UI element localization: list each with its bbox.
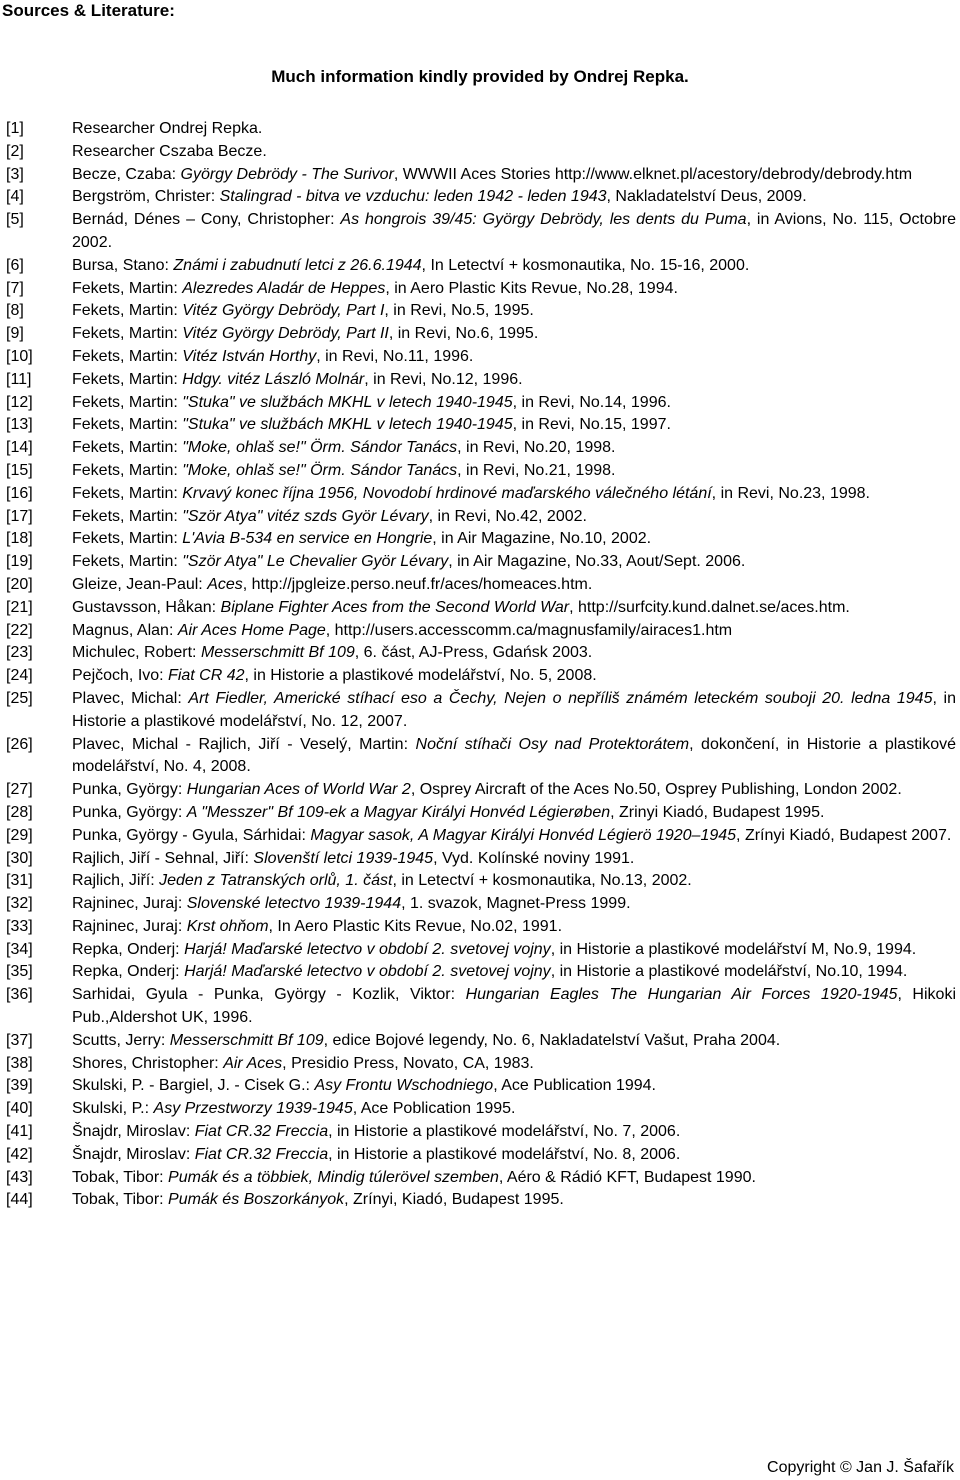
reference-segment: Fekets, Martin: bbox=[72, 347, 183, 365]
reference-item bbox=[6, 369, 956, 392]
reference-segment: Rajninec, Juraj: bbox=[72, 917, 187, 935]
reference-segment: Becze, Czaba: bbox=[72, 165, 181, 183]
reference-text bbox=[72, 893, 956, 916]
reference-segment: Pejčoch, Ivo: bbox=[72, 667, 169, 685]
reference-item bbox=[6, 164, 956, 187]
reference-title: "Ször Atya" vitéz szds Györ Lévary bbox=[182, 507, 429, 525]
reference-title: Messerschmitt Bf 109 bbox=[169, 1031, 324, 1049]
reference-text bbox=[72, 369, 956, 392]
reference-title: L'Avia B-534 en service en Hongrie bbox=[182, 530, 433, 548]
reference-item bbox=[6, 186, 956, 209]
reference-segment: Fekets, Martin: bbox=[72, 530, 183, 548]
reference-text bbox=[72, 597, 956, 620]
reference-text bbox=[72, 1121, 956, 1144]
reference-segment: Šnajdr, Miroslav: bbox=[72, 1145, 195, 1163]
reference-item bbox=[6, 323, 956, 346]
reference-text bbox=[72, 825, 956, 848]
reference-text bbox=[72, 1167, 956, 1190]
reference-segment: , in Revi, No.42, 2002. bbox=[428, 507, 587, 525]
reference-item bbox=[6, 574, 956, 597]
reference-item bbox=[6, 665, 956, 688]
reference-number: [39] bbox=[6, 1077, 33, 1095]
reference-item bbox=[6, 848, 956, 871]
intro-note: Much information kindly provided by Ondrej Repka. bbox=[271, 67, 689, 86]
reference-title: György Debrödy - The Surivor bbox=[180, 165, 394, 183]
reference-item bbox=[6, 961, 956, 984]
reference-segment: , Osprey Aircraft of the Aces No.50, Osprey Publishing, London 2002. bbox=[410, 781, 902, 799]
reference-number: [15] bbox=[6, 461, 33, 479]
reference-item bbox=[6, 255, 956, 278]
reference-number: [34] bbox=[6, 940, 33, 958]
copyright-notice: Copyright © Jan J. Šafařík bbox=[767, 1459, 954, 1476]
reference-segment: Bergström, Christer: bbox=[72, 188, 220, 206]
reference-number: [43] bbox=[6, 1168, 33, 1186]
reference-segment: , in Historie a plastikové modelářství, No. 12, 2007. bbox=[72, 689, 956, 730]
reference-title: Pumák és a többiek, Mindig túlerövel szemben bbox=[168, 1168, 499, 1186]
reference-item bbox=[6, 1167, 956, 1190]
reference-item bbox=[6, 939, 956, 962]
reference-text bbox=[72, 1098, 956, 1121]
reference-text bbox=[72, 506, 956, 529]
reference-title: Jeden z Tatranských orlů, 1. část bbox=[159, 872, 393, 890]
reference-item bbox=[6, 528, 956, 551]
reference-segment: , in Air Magazine, No.10, 2002. bbox=[432, 530, 652, 548]
reference-segment: Fekets, Martin: bbox=[72, 302, 183, 320]
reference-number: [11] bbox=[6, 370, 32, 388]
reference-item bbox=[6, 1030, 956, 1053]
reference-text bbox=[72, 688, 956, 734]
reference-number: [28] bbox=[6, 803, 33, 821]
reference-segment: Šnajdr, Miroslav: bbox=[72, 1123, 195, 1141]
reference-text bbox=[72, 642, 956, 665]
reference-segment: Fekets, Martin: bbox=[72, 370, 183, 388]
reference-text bbox=[72, 437, 956, 460]
reference-number: [37] bbox=[6, 1031, 33, 1049]
reference-segment: Repka, Onderj: bbox=[72, 940, 185, 958]
reference-text bbox=[72, 255, 956, 278]
reference-text bbox=[72, 574, 956, 597]
reference-item bbox=[6, 437, 956, 460]
reference-item bbox=[6, 346, 956, 369]
reference-number: [23] bbox=[6, 644, 33, 662]
reference-item bbox=[6, 916, 956, 939]
reference-number: [10] bbox=[6, 347, 33, 365]
reference-segment: , in Historie a plastikové modelářství M, No.9, 1994. bbox=[550, 940, 917, 958]
reference-segment: Rajlich, Jiří: bbox=[72, 872, 160, 890]
reference-number: [35] bbox=[6, 963, 33, 981]
reference-segment: , Ace Publication 1994. bbox=[493, 1077, 656, 1095]
reference-segment: Gleize, Jean-Paul: bbox=[72, 575, 208, 593]
reference-segment: , Zrínyi, Kiadó, Budapest 1995. bbox=[344, 1191, 564, 1209]
reference-item bbox=[6, 392, 956, 415]
reference-number: [2] bbox=[6, 142, 24, 160]
reference-number: [13] bbox=[6, 416, 33, 434]
reference-segment: Plavec, Michal - Rajlich, Jiří - Veselý, Martin: bbox=[72, 735, 416, 753]
reference-segment: Punka, György - Gyula, Sárhidai: bbox=[72, 826, 311, 844]
reference-item bbox=[6, 1053, 956, 1076]
reference-number: [16] bbox=[6, 484, 33, 502]
reference-text bbox=[72, 278, 956, 301]
reference-segment: Fekets, Martin: bbox=[72, 325, 183, 343]
reference-text bbox=[72, 665, 956, 688]
reference-title: Fiat CR 42 bbox=[168, 667, 245, 685]
reference-text bbox=[72, 870, 956, 893]
reference-segment: Rajlich, Jiří - Sehnal, Jiří: bbox=[72, 849, 254, 867]
reference-segment: , in Letectví + kosmonautika, No.13, 2002. bbox=[392, 872, 692, 890]
reference-number: [30] bbox=[6, 849, 33, 867]
reference-segment: , in Aero Plastic Kits Revue, No.28, 1994. bbox=[385, 279, 678, 297]
reference-title: Harjá! Maďarské letectvo v období 2. svetovej vojny bbox=[184, 963, 551, 981]
reference-number: [29] bbox=[6, 826, 33, 844]
reference-segment: , Zrinyi Kiadó, Budapest 1995. bbox=[610, 803, 825, 821]
reference-text bbox=[72, 961, 956, 984]
reference-number: [41] bbox=[6, 1123, 33, 1141]
reference-title: Hdgy. vitéz László Molnár bbox=[182, 370, 365, 388]
reference-number: [1] bbox=[6, 120, 24, 137]
reference-title: Asy Frontu Wschodniego bbox=[314, 1077, 494, 1095]
reference-item bbox=[6, 620, 956, 643]
reference-number: [38] bbox=[6, 1054, 33, 1072]
reference-title: Slovenské letectvo 1939-1944 bbox=[186, 895, 402, 913]
reference-text bbox=[72, 551, 956, 574]
reference-number: [24] bbox=[6, 667, 33, 685]
reference-text bbox=[72, 1189, 956, 1212]
reference-segment: Repka, Onderj: bbox=[72, 963, 185, 981]
reference-segment: Fekets, Martin: bbox=[72, 393, 183, 411]
reference-title: Art Fiedler, Americké stíhací eso a Čechy, Nejen o nepříliš známém leteckém souboji 20. ledna 1945 bbox=[188, 689, 933, 707]
reference-segment: , in Historie a plastikové modelářství, No. 5, 2008. bbox=[244, 667, 597, 685]
reference-number: [40] bbox=[6, 1100, 33, 1118]
reference-text bbox=[72, 939, 956, 962]
reference-title: Pumák és Boszorkányok bbox=[168, 1191, 345, 1209]
reference-text bbox=[72, 734, 956, 780]
reference-text bbox=[72, 164, 956, 187]
reference-segment: Magnus, Alan: bbox=[72, 621, 178, 639]
reference-segment: , in Revi, No.23, 1998. bbox=[711, 484, 870, 502]
reference-item bbox=[6, 278, 956, 301]
reference-segment: Fekets, Martin: bbox=[72, 279, 183, 297]
reference-item bbox=[6, 300, 956, 323]
reference-item bbox=[6, 893, 956, 916]
reference-title: "Stuka" ve službách MKHL v letech 1940-1945 bbox=[182, 393, 513, 411]
reference-segment: , in Revi, No.6, 1995. bbox=[388, 325, 539, 343]
reference-title: Fiat CR.32 Freccia bbox=[194, 1123, 329, 1141]
reference-title: "Ször Atya" Le Chevalier Györ Lévary bbox=[182, 553, 449, 571]
reference-text bbox=[72, 209, 956, 255]
reference-item bbox=[6, 984, 956, 1030]
reference-number: [19] bbox=[6, 553, 33, 571]
reference-title: Známi i zabudnutí letci z 26.6.1944 bbox=[173, 256, 422, 274]
reference-segment: Scutts, Jerry: bbox=[72, 1031, 170, 1049]
reference-title: Biplane Fighter Aces from the Second World War bbox=[220, 598, 570, 616]
reference-text bbox=[72, 483, 956, 506]
reference-segment: , in Historie a plastikové modelářství, No.10, 1994. bbox=[550, 963, 908, 981]
reference-text bbox=[72, 802, 956, 825]
reference-list bbox=[6, 118, 956, 1212]
reference-segment: Shores, Christopher: bbox=[72, 1054, 224, 1072]
reference-item bbox=[6, 209, 956, 255]
reference-text bbox=[72, 323, 956, 346]
reference-title: Harjá! Maďarské letectvo v období 2. svetovej vojny bbox=[184, 940, 551, 958]
reference-title: "Moke, ohlaš se!" Örm. Sándor Tanács bbox=[182, 461, 458, 479]
reference-segment: , Ace Poblication 1995. bbox=[352, 1100, 516, 1118]
reference-title: Krvavý konec října 1956, Novodobí hrdinové maďarského válečného létání bbox=[182, 484, 712, 502]
reference-item bbox=[6, 1075, 956, 1098]
reference-item bbox=[6, 870, 956, 893]
reference-segment: Plavec, Michal: bbox=[72, 689, 189, 707]
reference-text bbox=[72, 1075, 956, 1098]
reference-text bbox=[72, 916, 956, 939]
reference-segment: Michulec, Robert: bbox=[72, 644, 201, 662]
reference-number: [12] bbox=[6, 393, 33, 411]
reference-title: Slovenští letci 1939-1945 bbox=[253, 849, 434, 867]
reference-segment: , in Revi, No.14, 1996. bbox=[512, 393, 671, 411]
reference-item bbox=[6, 688, 956, 734]
reference-segment: Researcher Ondrej Repka. bbox=[72, 120, 263, 137]
reference-item bbox=[6, 506, 956, 529]
reference-item bbox=[6, 734, 956, 780]
reference-number: [26] bbox=[6, 735, 33, 753]
reference-title: Vitéz György Debrödy, Part I bbox=[182, 302, 385, 320]
reference-title: Hungarian Aces of World War 2 bbox=[186, 781, 411, 799]
reference-segment: Gustavsson, Håkan: bbox=[72, 598, 221, 616]
reference-text bbox=[72, 848, 956, 871]
reference-number: [22] bbox=[6, 621, 33, 639]
reference-number: [9] bbox=[6, 325, 24, 343]
reference-number: [17] bbox=[6, 507, 33, 525]
reference-title: As hongrois 39/45: György Debrödy, les dents du Puma bbox=[340, 211, 747, 229]
reference-segment: Punka, György: bbox=[72, 803, 187, 821]
reference-segment: , Vyd. Kolínské noviny 1991. bbox=[433, 849, 635, 867]
reference-item bbox=[6, 118, 956, 141]
reference-segment: Skulski, P.: bbox=[72, 1100, 154, 1118]
reference-segment: , WWWII Aces Stories http://www.elknet.pl/acestory/debrody/debrody.htm bbox=[393, 165, 913, 183]
reference-segment: , 6. část, AJ-Press, Gdańsk 2003. bbox=[354, 644, 593, 662]
reference-item bbox=[6, 141, 956, 164]
reference-segment: Researcher Cszaba Becze. bbox=[72, 142, 267, 160]
reference-text bbox=[72, 1053, 956, 1076]
reference-number: [44] bbox=[6, 1191, 33, 1209]
reference-segment: Sarhidai, Gyula - Punka, György - Kozlik, Viktor: bbox=[72, 986, 466, 1004]
reference-number: [14] bbox=[6, 439, 33, 457]
reference-item bbox=[6, 779, 956, 802]
reference-item bbox=[6, 551, 956, 574]
reference-title: Stalingrad - bitva ve vzduchu: leden 1942 - leden 1943 bbox=[219, 188, 607, 206]
reference-segment: , edice Bojové legendy, No. 6, Nakladatelství Vašut, Praha 2004. bbox=[323, 1031, 781, 1049]
reference-title: Vitéz István Horthy bbox=[182, 347, 317, 365]
reference-number: [36] bbox=[6, 986, 33, 1004]
reference-title: Aces bbox=[207, 575, 243, 593]
reference-text bbox=[72, 414, 956, 437]
reference-title: Magyar sasok, A Magyar Királyi Honvéd Légierö 1920–1945 bbox=[310, 826, 737, 844]
reference-segment: , In Letectví + kosmonautika, No. 15-16, 2000. bbox=[421, 256, 750, 274]
reference-item bbox=[6, 460, 956, 483]
reference-segment: , in Revi, No.5, 1995. bbox=[384, 302, 534, 320]
reference-segment: , in Historie a plastikové modelářství, No. 8, 2006. bbox=[328, 1145, 681, 1163]
reference-segment: , in Air Magazine, No.33, Aout/Sept. 2006. bbox=[448, 553, 746, 571]
reference-segment: , in Revi, No.15, 1997. bbox=[512, 416, 671, 434]
reference-text bbox=[72, 346, 956, 369]
reference-title: Air Aces Home Page bbox=[177, 621, 326, 639]
reference-segment: , Presidio Press, Novato, CA, 1983. bbox=[282, 1054, 534, 1072]
reference-text bbox=[72, 779, 956, 802]
reference-text bbox=[72, 141, 956, 164]
reference-title: Vitéz György Debrödy, Part II bbox=[182, 325, 389, 343]
reference-text bbox=[72, 186, 956, 209]
reference-segment: , dokončení, in Historie a plastikové modelářství, No. 4, 2008. bbox=[72, 735, 957, 776]
reference-segment: , in Avions, No. 115, Octobre 2002. bbox=[72, 211, 957, 251]
reference-segment: , Zrínyi Kiadó, Budapest 2007. bbox=[736, 826, 952, 844]
reference-segment: , http://surfcity.kund.dalnet.se/aces.htm. bbox=[569, 598, 850, 616]
reference-number: [3] bbox=[6, 165, 24, 183]
reference-number: [6] bbox=[6, 256, 24, 274]
reference-segment: Fekets, Martin: bbox=[72, 461, 183, 479]
reference-item bbox=[6, 802, 956, 825]
reference-segment: , in Revi, No.21, 1998. bbox=[457, 461, 616, 479]
reference-number: [4] bbox=[6, 188, 24, 206]
reference-item bbox=[6, 825, 956, 848]
reference-title: Hungarian Eagles The Hungarian Air Forces 1920-1945 bbox=[465, 986, 898, 1004]
reference-item bbox=[6, 1144, 956, 1167]
reference-text bbox=[72, 300, 956, 323]
reference-number: [27] bbox=[6, 781, 33, 799]
reference-title: "Moke, ohlaš se!" Örm. Sándor Tanács bbox=[182, 439, 458, 457]
reference-segment: , http://jpgleize.perso.neuf.fr/aces/homeaces.htm. bbox=[242, 575, 593, 593]
reference-segment: Fekets, Martin: bbox=[72, 507, 183, 525]
reference-segment: , in Historie a plastikové modelářství, No. 7, 2006. bbox=[328, 1123, 681, 1141]
reference-number: [5] bbox=[6, 211, 24, 229]
reference-number: [18] bbox=[6, 530, 33, 548]
reference-segment: , http://users.accesscomm.ca/magnusfamily/airaces1.htm bbox=[325, 621, 733, 639]
reference-item bbox=[6, 642, 956, 665]
reference-segment: , 1. svazok, Magnet-Press 1999. bbox=[401, 895, 631, 913]
reference-segment: , Hikoki Pub.,Aldershot UK, 1996. bbox=[72, 986, 956, 1027]
reference-segment: Bursa, Stano: bbox=[72, 256, 174, 274]
reference-text bbox=[72, 1030, 956, 1053]
reference-number: [42] bbox=[6, 1145, 33, 1163]
reference-text bbox=[72, 118, 956, 141]
reference-item bbox=[6, 597, 956, 620]
reference-title: "Stuka" ve službách MKHL v letech 1940-1945 bbox=[182, 416, 513, 434]
reference-number: [25] bbox=[6, 689, 33, 707]
reference-item bbox=[6, 483, 956, 506]
reference-segment: Fekets, Martin: bbox=[72, 553, 183, 571]
reference-text bbox=[72, 620, 956, 643]
reference-number: [31] bbox=[6, 872, 33, 890]
reference-segment: , in Revi, No.20, 1998. bbox=[457, 439, 616, 457]
reference-title: Messerschmitt Bf 109 bbox=[200, 644, 355, 662]
reference-item bbox=[6, 414, 956, 437]
reference-segment: Tobak, Tibor: bbox=[72, 1168, 169, 1186]
reference-segment: Fekets, Martin: bbox=[72, 484, 183, 502]
reference-title: A "Messzer" Bf 109-ek a Magyar Királyi Honvéd Légierøben bbox=[186, 803, 611, 821]
reference-item bbox=[6, 1098, 956, 1121]
reference-title: Air Aces bbox=[223, 1054, 283, 1072]
reference-title: Krst ohňom bbox=[186, 917, 269, 935]
reference-segment: , In Aero Plastic Kits Revue, No.02, 1991. bbox=[268, 917, 563, 935]
section-heading: Sources & Literature: bbox=[2, 1, 175, 20]
reference-number: [7] bbox=[6, 279, 24, 297]
reference-segment: , Aéro & Rádió KFT, Budapest 1990. bbox=[498, 1168, 756, 1186]
reference-number: [8] bbox=[6, 302, 24, 320]
reference-number: [32] bbox=[6, 895, 33, 913]
reference-segment: Fekets, Martin: bbox=[72, 439, 183, 457]
reference-number: [20] bbox=[6, 575, 33, 593]
reference-segment: , Nakladatelství Deus, 2009. bbox=[606, 188, 807, 206]
reference-item bbox=[6, 1189, 956, 1212]
reference-title: Noční stíhači Osy nad Protektorátem bbox=[415, 735, 690, 753]
reference-item bbox=[6, 1121, 956, 1144]
reference-title: Asy Przestworzy 1939-1945 bbox=[153, 1100, 353, 1118]
reference-segment: Fekets, Martin: bbox=[72, 416, 183, 434]
reference-title: Alezredes Aladár de Heppes bbox=[182, 279, 386, 297]
reference-segment: Rajninec, Juraj: bbox=[72, 895, 187, 913]
reference-text bbox=[72, 984, 956, 1030]
reference-text bbox=[72, 392, 956, 415]
reference-number: [33] bbox=[6, 917, 33, 935]
reference-segment: Bernád, Dénes – Cony, Christopher: bbox=[72, 211, 341, 229]
reference-title: Fiat CR.32 Freccia bbox=[194, 1145, 329, 1163]
reference-segment: , in Revi, No.11, 1996. bbox=[316, 347, 474, 365]
reference-number: [21] bbox=[6, 598, 33, 616]
reference-text bbox=[72, 460, 956, 483]
reference-text bbox=[72, 1144, 956, 1167]
reference-segment: Punka, György: bbox=[72, 781, 187, 799]
reference-segment: Tobak, Tibor: bbox=[72, 1191, 169, 1209]
reference-segment: , in Revi, No.12, 1996. bbox=[364, 370, 523, 388]
reference-text bbox=[72, 528, 956, 551]
reference-segment: Skulski, P. - Bargiel, J. - Cisek G.: bbox=[72, 1077, 315, 1095]
